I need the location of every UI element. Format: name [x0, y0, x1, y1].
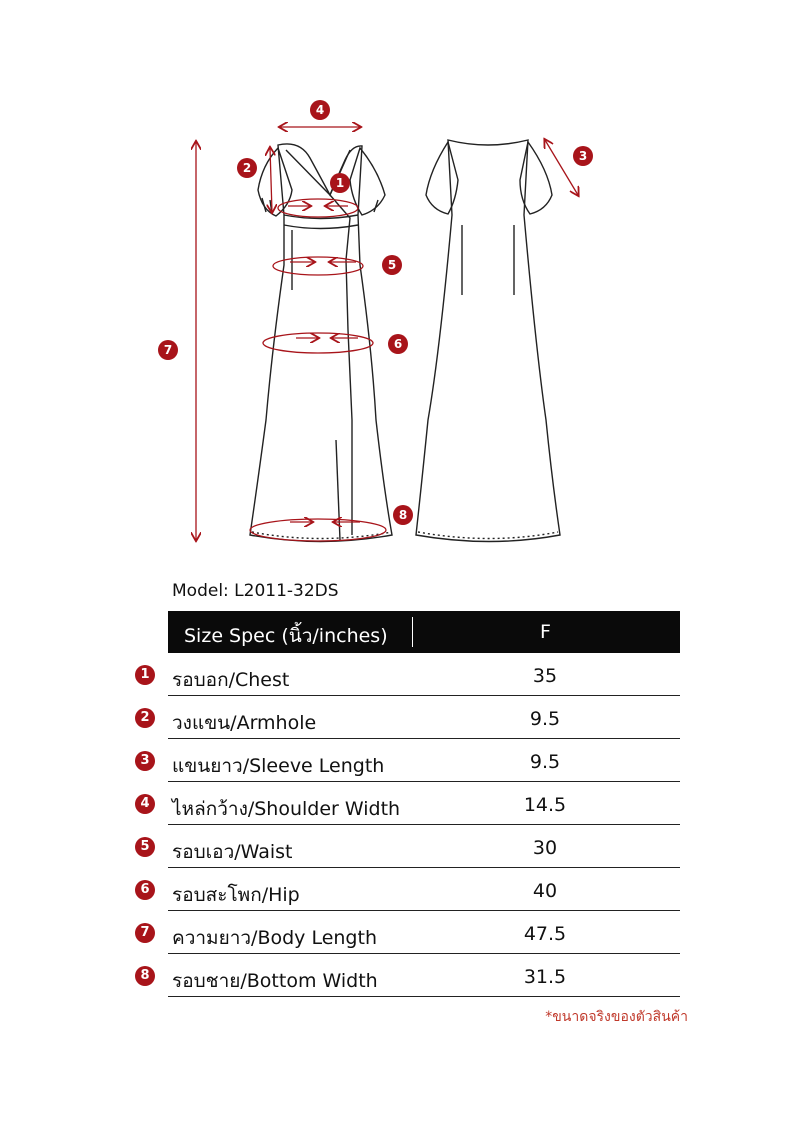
marker-3 — [573, 146, 593, 166]
table-row-bottom — [0, 954, 800, 997]
table-row-shoulder — [0, 782, 800, 825]
bottom-ellipse — [250, 519, 386, 541]
row-divider — [168, 996, 680, 997]
table-row-length — [0, 911, 800, 954]
row-value: 30 — [532, 837, 558, 859]
row-label: แขนยาว/Sleeve Length — [172, 755, 385, 777]
chest-ellipse — [278, 199, 358, 217]
row-number-badge: 8 — [135, 966, 155, 986]
table-row-hip — [0, 868, 800, 911]
table-row-armhole — [0, 696, 800, 739]
row-value: 9.5 — [529, 751, 561, 773]
row-number-badge: 3 — [135, 751, 155, 771]
svg-text:8: 8 — [398, 508, 408, 522]
row-value: 47.5 — [523, 923, 567, 945]
row-number-badge: 7 — [135, 923, 155, 943]
spec-table-body — [0, 653, 800, 997]
svg-text:2: 2 — [242, 161, 252, 175]
row-label: รอบชาย/Bottom Width — [172, 970, 378, 992]
table-row-waist — [0, 825, 800, 868]
hip-ellipse — [263, 333, 373, 353]
svg-text:1: 1 — [335, 176, 345, 190]
marker-4 — [310, 100, 330, 120]
svg-text:6: 6 — [393, 337, 403, 351]
marker-1 — [330, 173, 350, 193]
marker-2 — [237, 158, 257, 178]
table-header — [168, 611, 680, 653]
row-number-badge: 2 — [135, 708, 155, 728]
waist-ellipse — [273, 257, 363, 275]
row-label: วงแขน/Armhole — [172, 712, 317, 734]
row-number-badge: 6 — [135, 880, 155, 900]
size-spec-header: Size Spec (นิ้ว/inches) — [184, 625, 388, 647]
svg-text:3: 3 — [578, 149, 588, 163]
row-value: 9.5 — [529, 708, 561, 730]
svg-text:7: 7 — [163, 343, 173, 357]
marker-5 — [382, 255, 402, 275]
svg-text:5: 5 — [387, 258, 397, 272]
row-label: รอบสะโพก/Hip — [172, 884, 300, 906]
marker-6 — [388, 334, 408, 354]
marker-7 — [158, 340, 178, 360]
row-number-badge: 4 — [135, 794, 155, 814]
header-divider — [412, 617, 413, 647]
row-value: 31.5 — [523, 966, 567, 988]
table-row-chest — [0, 653, 800, 696]
row-label: ไหล่กว้าง/Shoulder Width — [172, 798, 401, 820]
row-label: รอบเอว/Waist — [172, 841, 293, 863]
back-dress-sketch — [416, 140, 560, 542]
row-value: 35 — [532, 665, 558, 687]
row-label: รอบอก/Chest — [172, 669, 290, 691]
svg-text:4: 4 — [315, 103, 325, 117]
size-column-header: F — [540, 621, 551, 643]
row-number-badge: 5 — [135, 837, 155, 857]
row-number-badge: 1 — [135, 665, 155, 685]
table-row-sleeve — [0, 739, 800, 782]
model-label: Model: L2011-32DS — [172, 581, 339, 601]
actual-size-note: *ขนาดจริงของตัวสินค้า — [545, 1009, 688, 1025]
marker-8 — [393, 505, 413, 525]
row-value: 40 — [532, 880, 558, 902]
row-label: ความยาว/Body Length — [172, 927, 377, 949]
row-value: 14.5 — [523, 794, 567, 816]
